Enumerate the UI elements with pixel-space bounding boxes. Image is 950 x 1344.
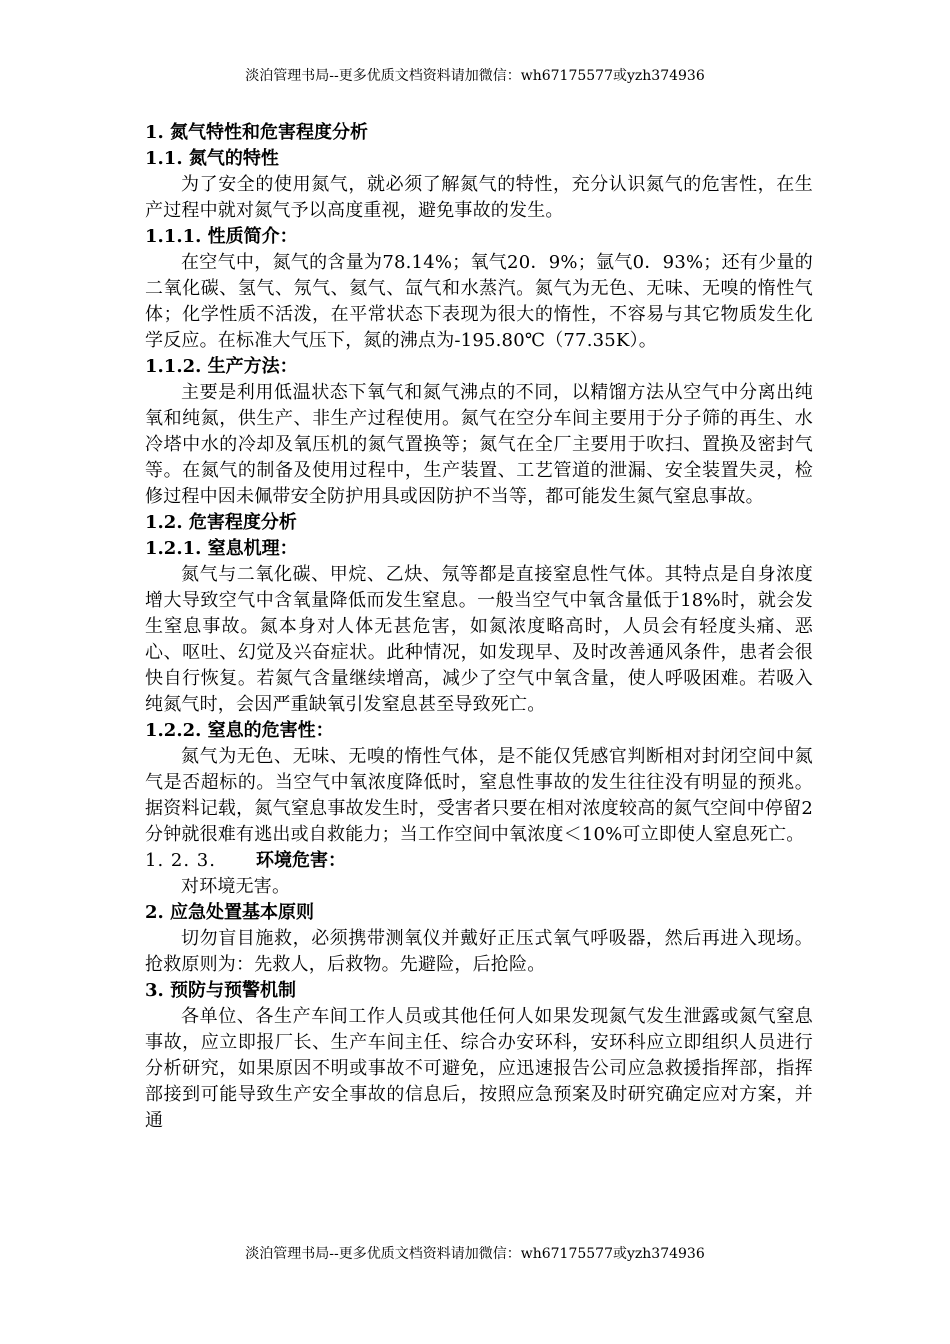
section-1-2-3-number: 1. 2. 3. [145, 850, 216, 871]
section-1-1-1-text: 在空气中，氮气的含量为78.14%；氧气20．9%；氩气0．93%；还有少量的二氧化碳、氢气、氖气、氦气、氙气和水蒸汽。氮气为无色、无味、无嗅的惰性气体；化学性质不活泼，在平常状态下表现为很大的惰性，不容易与其它物质发生化学反应。在标准大气压下，氮的沸点为-195.80℃（77.35K）。 [145, 252, 813, 351]
section-1-2-3-text: 对环境无害。 [181, 876, 291, 897]
section-1-1-2-heading: 1.1.2. 生产方法： [145, 356, 298, 377]
section-1-1-heading: 1.1. 氮气的特性 [145, 148, 279, 169]
section-2-heading: 2. 应急处置基本原则 [145, 902, 315, 923]
section-1-2-3-title: 环境危害： [255, 850, 346, 871]
section-1-2-1-heading: 1.2.1. 窒息机理： [145, 538, 298, 559]
document-body [145, 120, 813, 1134]
section-1-2-2-heading: 1.2.2. 窒息的危害性： [145, 720, 334, 741]
section-2-text: 切勿盲目施救，必须携带测氧仪并戴好正压式氧气呼吸器，然后再进入现场。抢救原则为：先救人，后救物。先避险，后抢险。 [145, 928, 813, 975]
section-1-1-1-heading: 1.1.1. 性质简介： [145, 226, 298, 247]
section-1-2-heading: 1.2. 危害程度分析 [145, 512, 297, 533]
section-1-heading: 1. 氮气特性和危害程度分析 [145, 122, 369, 143]
section-3-text: 各单位、各生产车间工作人员或其他任何人如果发现氮气发生泄露或氮气窒息事故，应立即报厂长、生产车间主任、综合办安环科，安环科应立即组织人员进行分析研究，如果原因不明或事故不可避免，应迅速报告公司应急救援指挥部，指挥部接到可能导致生产安全事故的信息后，按照应急预案及时研究确定应对方案，并通 [145, 1006, 813, 1131]
section-1-2-1-text: 氮气与二氧化碳、甲烷、乙炔、氖等都是直接窒息性气体。其特点是自身浓度增大导致空气中含氧量降低而发生窒息。一般当空气中氧含量低于18%时，就会发生窒息事故。氮本身对人体无甚危害，如氮浓度略高时，人员会有轻度头痛、恶心、呕吐、幻觉及兴奋症状。此种情况，如发现早、及时改善通风条件，患者会很快自行恢复。若氮气含量继续增高，减少了空气中氧含量，使人呼吸困难。若吸入纯氮气时，会因严重缺氧引发窒息甚至导致死亡。 [145, 564, 813, 715]
section-3-heading: 3. 预防与预警机制 [145, 980, 297, 1001]
page-footer: 淡泊管理书局--更多优质文档资料请加微信：wh67175577或yzh374936 [245, 1246, 705, 1262]
page-header: 淡泊管理书局--更多优质文档资料请加微信：wh67175577或yzh374936 [245, 68, 705, 84]
section-1-2-2-text: 氮气为无色、无味、无嗅的惰性气体，是不能仅凭感官判断相对封闭空间中氮气是否超标的。当空气中氧浓度降低时，窒息性事故的发生往往没有明显的预兆。据资料记载，氮气窒息事故发生时，受害者只要在相对浓度较高的氮气空间中停留2分钟就很难有逃出或自救能力；当工作空间中氧浓度＜10%可立即使人窒息死亡。 [145, 746, 813, 845]
section-1-1-2-text: 主要是利用低温状态下氧气和氮气沸点的不同，以精馏方法从空气中分离出纯氧和纯氮，供生产、非生产过程使用。氮气在空分车间主要用于分子筛的再生、水冷塔中水的冷却及氧压机的氮气置换等；氮气在全厂主要用于吹扫、置换及密封气等。在氮气的制备及使用过程中，生产装置、工艺管道的泄漏、安全装置失灵，检修过程中因未佩带安全防护用具或因防护不当等，都可能发生氮气窒息事故。 [145, 382, 813, 507]
section-1-2-3-heading [145, 848, 813, 874]
section-1-1-text: 为了安全的使用氮气，就必须了解氮气的特性，充分认识氮气的危害性，在生产过程中就对氮气予以高度重视，避免事故的发生。 [145, 174, 813, 221]
